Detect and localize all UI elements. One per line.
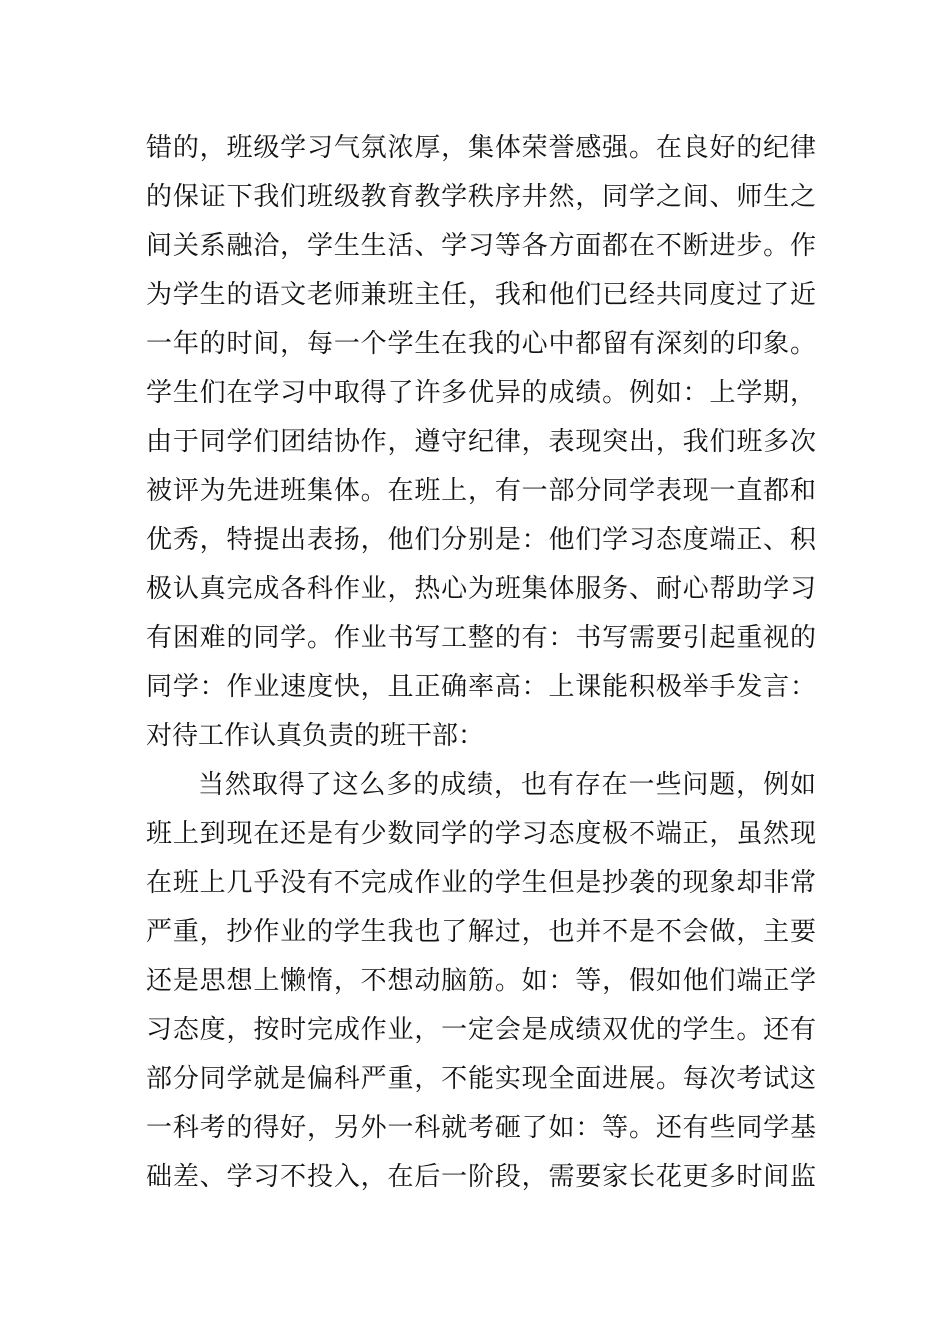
text-line: 优秀，特提出表扬，他们分别是：他们学习态度端正、积 — [146, 525, 816, 555]
text-line: 学生们在学习中取得了许多优异的成绩。例如：上学期， — [146, 378, 816, 408]
text-line: 同学：作业速度快，且正确率高：上课能积极举手发言： — [146, 672, 816, 702]
text-line: 有困难的同学。作业书写工整的有：书写需要引起重视的 — [146, 623, 816, 653]
text-line: 当然取得了这么多的成绩，也有存在一些问题，例如 — [198, 770, 816, 800]
text-line: 为学生的语文老师兼班主任，我和他们已经共同度过了近 — [146, 280, 816, 310]
text-line: 对待工作认真负责的班干部： — [146, 721, 485, 751]
text-line: 一年的时间，每一个学生在我的心中都留有深刻的印象。 — [146, 329, 816, 359]
text-line: 在班上几乎没有不完成作业的学生但是抄袭的现象却非常 — [146, 868, 816, 898]
text-line: 间关系融洽，学生生活、学习等各方面都在不断进步。作 — [146, 231, 816, 261]
text-line: 的保证下我们班级教育教学秩序井然，同学之间、师生之 — [146, 182, 816, 212]
text-line: 严重，抄作业的学生我也了解过，也并不是不会做，主要 — [146, 917, 816, 947]
paragraph-1 — [146, 124, 816, 761]
text-line: 部分同学就是偏科严重，不能实现全面进展。每次考试这 — [146, 1064, 816, 1094]
text-line: 被评为先进班集体。在班上，有一部分同学表现一直都和 — [146, 476, 816, 506]
text-line: 由于同学们团结协作，遵守纪律，表现突出，我们班多次 — [146, 427, 816, 457]
document-body — [146, 124, 816, 1202]
text-line: 础差、学习不投入，在后一阶段，需要家长花更多时间监 — [146, 1162, 816, 1192]
text-line: 错的，班级学习气氛浓厚，集体荣誉感强。在良好的纪律 — [146, 133, 816, 163]
text-line: 极认真完成各科作业，热心为班集体服务、耐心帮助学习 — [146, 574, 816, 604]
text-line: 还是思想上懒惰，不想动脑筋。如：等，假如他们端正学 — [146, 966, 816, 996]
text-line: 一科考的得好，另外一科就考砸了如：等。还有些同学基 — [146, 1113, 816, 1143]
paragraph-2 — [146, 761, 816, 1202]
text-line: 习态度，按时完成作业，一定会是成绩双优的学生。还有 — [146, 1015, 816, 1045]
text-line: 班上到现在还是有少数同学的学习态度极不端正，虽然现 — [146, 819, 816, 849]
